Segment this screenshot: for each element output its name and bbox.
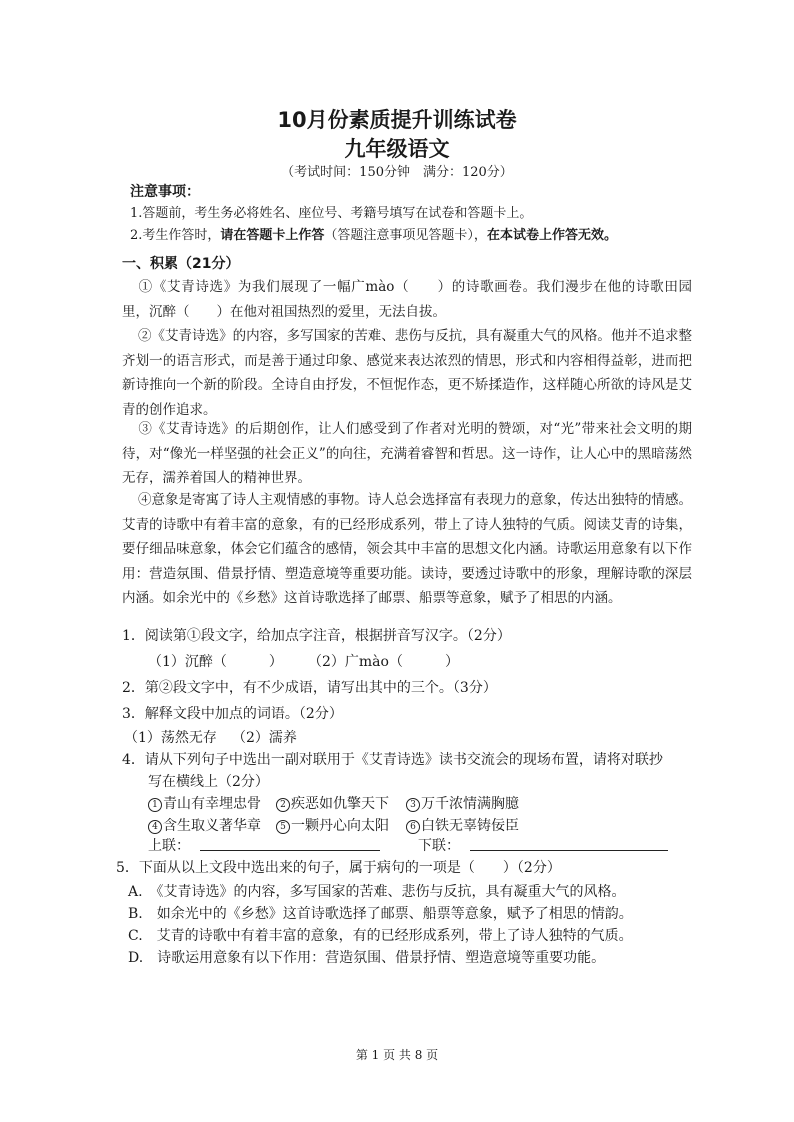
couplet-option-3 (406, 796, 519, 813)
couplet-option-5 (276, 818, 389, 835)
passage-paragraph-4 (122, 488, 692, 611)
couplet-option-1 (148, 796, 261, 813)
passage-paragraph-1 (122, 275, 692, 324)
question-3-sub-1: （1）荡然无存 (124, 730, 217, 746)
couplet-option-text: 含生取义著华章 (163, 818, 261, 834)
passage-paragraph-2 (122, 324, 692, 422)
question-5-option-b: B. 如余光中的《乡愁》这首诗歌选择了邮票、船票等意象，赋予了相思的情韵。 (128, 906, 633, 922)
couplet-option-2 (276, 796, 389, 813)
option-number: 1 (148, 798, 162, 812)
lower-couplet-answer-line[interactable] (470, 850, 668, 851)
passage-paragraph-2-text: ②《艾青诗选》的内容，多写国家的苦难、悲伤与反抗，具有凝重大气的风格。他并不追求整齐划一的语言形式，而是善于通过印象、感觉来表达浓烈的情思，形式和内容相得益彰，进而把新诗推向一个新的阶段。全诗自由抒发，不恒怩作态，更不矫揉造作，这样随心所欲的诗风是艾青的创作追求。 (122, 328, 692, 418)
notice-item-2-note: （答题注意事项见答题卡）， (324, 228, 487, 243)
exam-info: （考试时间：150分钟 满分：120分） (281, 165, 513, 180)
passage-paragraph-4-text: ④意象是寄寓了诗人主观情感的事物。诗人总会选择富有表现力的意象，传达出独特的情感。艾青的诗歌中有着丰富的意象，有的已经形成系列，带上了诗人独特的气质。阅读艾青的诗集，要仔细品味意象，体会它们蕴含的感情，领会其中丰富的思想文化内涵。诗歌运用意象有以下作用：营造氛围、借景抒情、塑造意境等重要功能。读诗，要透过诗歌中的形象，理解诗歌的深层内涵。如余光中的《乡愁》这首诗歌选择了邮票、船票等意象，赋予了相思的内涵。 (122, 492, 692, 606)
option-number: 4 (148, 820, 162, 834)
question-5-option-c: C. 艾青的诗歌中有着丰富的意象，有的已经形成系列，带上了诗人独特的气质。 (128, 928, 633, 944)
option-number: 2 (276, 798, 290, 812)
couplet-option-text: 白铁无辜铸佞臣 (421, 818, 519, 834)
question-4-stem-line-1: 4．请从下列句子中选出一副对联用于《艾青诗选》读书交流会的现场布置，请将对联抄 (122, 752, 663, 768)
passage-paragraph-3-text: ③《艾青诗选》的后期创作，让人们感受到了作者对光明的赞颂，对“光”带来社会文明的期待，对“像光一样坚强的社会正义”的向往，充满着睿智和哲思。这一诗作，让人心中的黑暗荡然无存，濡养着国人的精神世界。 (122, 421, 692, 486)
couplet-option-text: 万千浓情满胸臆 (421, 796, 519, 812)
notice-item-2-warning: 在本试卷上作答无效。 (486, 228, 617, 243)
notice-item-1: 1.答题前，考生务必将姓名、座位号、考籍号填写在试卷和答题卡上。 (130, 206, 533, 221)
question-1-sub-2: （2）广mào（ ） (308, 654, 459, 670)
question-3-stem: 3．解释文段中加点的词语。（2分） (122, 706, 343, 722)
option-number: 3 (406, 798, 420, 812)
passage-paragraph-1-text: ①《艾青诗选》为我们展现了一幅广mào（ ）的诗歌画卷。我们漫步在他的诗歌田园里，沉醉（ ）在他对祖国热烈的爱里，无法自拔。 (122, 279, 692, 320)
question-5-option-d: D. 诗歌运用意象有以下作用：营造氛围、借景抒情、塑造意境等重要功能。 (128, 950, 606, 966)
notice-heading: 注意事项： (130, 184, 200, 200)
lower-couplet-label: 下联： (418, 838, 460, 854)
couplet-option-text: 一颗丹心向太阳 (291, 818, 389, 834)
couplet-option-6 (406, 818, 519, 835)
question-1-stem: 1．阅读第①段文字，给加点字注音，根据拼音写汉字。（2分） (122, 628, 511, 644)
question-3-sub-2: （2）濡养 (232, 730, 297, 746)
question-2-stem: 2．第②段文字中，有不少成语，请写出其中的三个。（3分） (122, 680, 497, 696)
notice-item-2-emphasis: 请在答题卡上作答 (220, 228, 325, 243)
question-4-stem-line-2: 写在横线上（2分） (148, 774, 269, 790)
question-5-stem: 5．下面从以上文段中选出来的句子，属于病句的一项是（ ）（2分） (116, 860, 561, 876)
section-1-heading: 一、积累（21分） (122, 256, 240, 272)
exam-title: 10月份素质提升训练试卷 (277, 108, 517, 132)
exam-subtitle: 九年级语文 (344, 137, 450, 161)
page-footer: 第 1 页 共 8 页 (355, 1048, 439, 1062)
couplet-option-4 (148, 818, 261, 835)
couplet-option-text: 疾恶如仇擎天下 (291, 796, 389, 812)
question-5-option-a: A. 《艾青诗选》的内容，多写国家的苦难、悲伤与反抗，具有凝重大气的风格。 (128, 884, 626, 900)
passage-paragraph-3 (122, 417, 692, 491)
option-number: 6 (406, 820, 420, 834)
question-1-sub-1: （1）沉醉（ ） (148, 654, 283, 670)
notice-item-2-text: 2.考生作答时， (130, 228, 221, 243)
upper-couplet-answer-line[interactable] (200, 850, 380, 851)
notice-item-2 (130, 228, 617, 244)
option-number: 5 (276, 820, 290, 834)
upper-couplet-label: 上联： (148, 838, 190, 854)
couplet-option-text: 青山有幸埋忠骨 (163, 796, 261, 812)
